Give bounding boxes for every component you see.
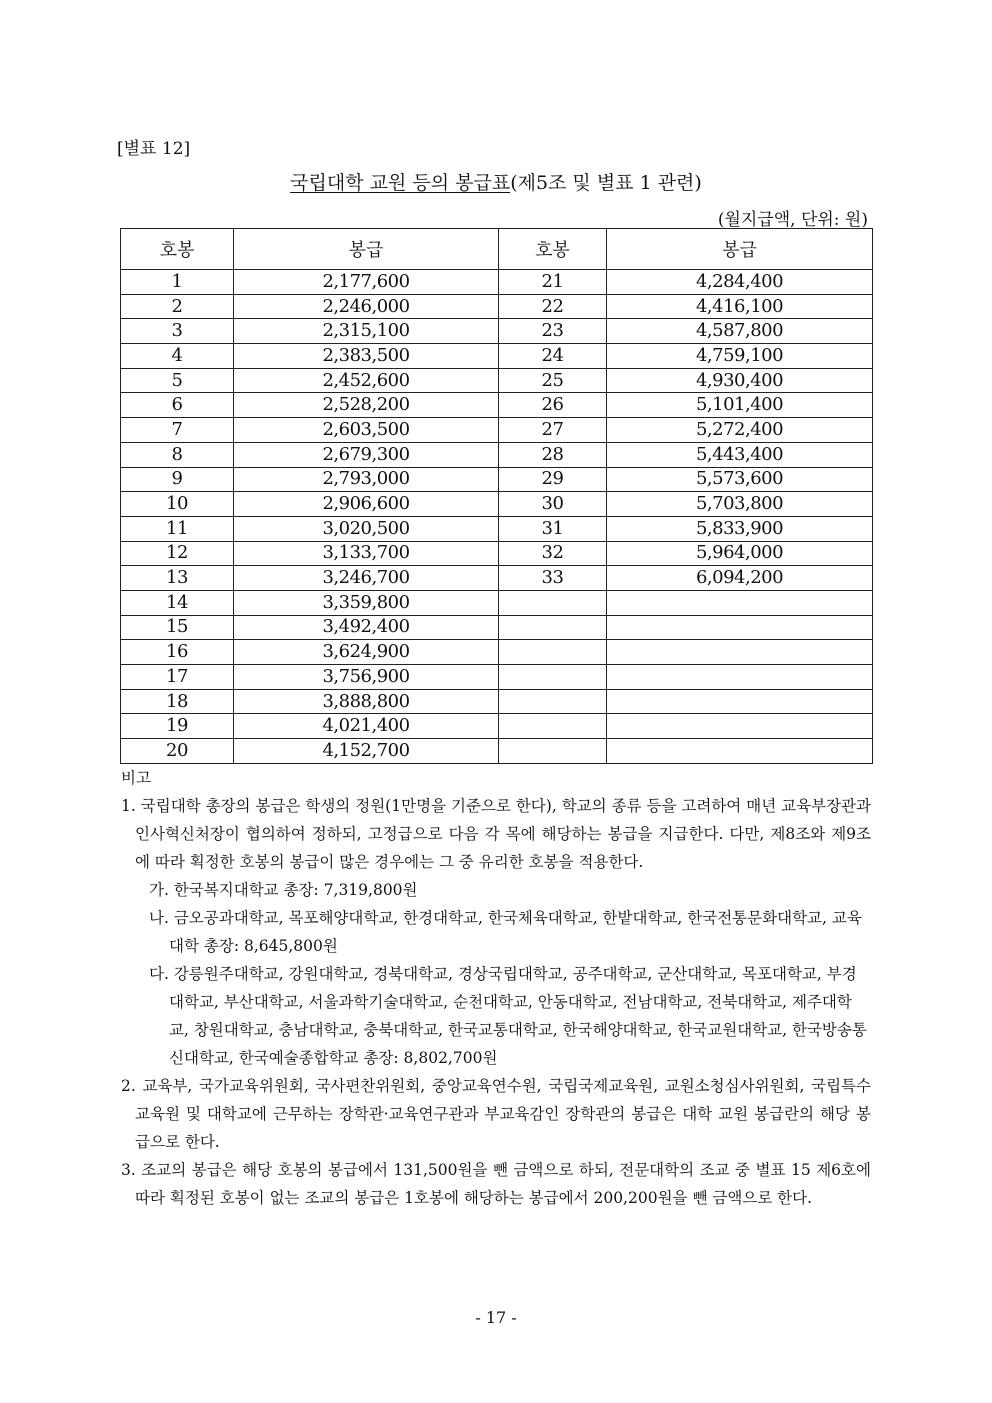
grade-cell: 5 [121,368,234,393]
table-header-row [121,229,873,270]
salary-cell [607,739,873,764]
salary-cell: 4,152,700 [234,739,499,764]
salary-cell: 4,587,800 [607,319,873,344]
note-1-ga: 가. 한국복지대학교 총장: 7,319,800원 [149,881,418,899]
salary-cell: 5,964,000 [607,541,873,566]
grade-cell [499,714,607,739]
grade-cell [499,615,607,640]
grade-cell: 30 [499,492,607,517]
salary-cell: 2,603,500 [234,418,499,443]
grade-cell: 4 [121,344,234,369]
table-row [121,566,873,591]
header-grade-left: 호봉 [121,229,234,270]
grade-cell: 6 [121,393,234,418]
grade-cell: 29 [499,467,607,492]
table-row [121,739,873,764]
grade-cell: 24 [499,344,607,369]
grade-cell: 17 [121,665,234,690]
grade-cell [499,689,607,714]
salary-cell: 3,492,400 [234,615,499,640]
grade-cell: 11 [121,516,234,541]
salary-cell: 3,756,900 [234,665,499,690]
grade-cell: 16 [121,640,234,665]
salary-cell: 5,101,400 [607,393,873,418]
salary-cell: 4,759,100 [607,344,873,369]
grade-cell: 20 [121,739,234,764]
salary-cell: 3,246,700 [234,566,499,591]
salary-cell: 4,930,400 [607,368,873,393]
grade-cell: 14 [121,590,234,615]
grade-cell: 27 [499,418,607,443]
salary-cell: 3,888,800 [234,689,499,714]
grade-cell: 33 [499,566,607,591]
salary-cell: 5,272,400 [607,418,873,443]
salary-cell: 3,359,800 [234,590,499,615]
grade-cell: 25 [499,368,607,393]
grade-cell [499,739,607,764]
grade-cell [499,665,607,690]
note-2: 2. 교육부, 국가교육위원회, 국사편찬위원회, 중앙교육연수원, 국립국제교육원, 교원소청심사위원회, 국립특수교육원 및 대학교에 근무하는 장학관·교육연구관과 부교육감인 장학관의 봉급은 대학 교원 봉급란의 해당 봉급으로 한다. [121,1077,871,1151]
table-row [121,344,873,369]
grade-cell: 23 [499,319,607,344]
salary-cell: 6,094,200 [607,566,873,591]
table-row [121,418,873,443]
grade-cell: 18 [121,689,234,714]
salary-cell: 2,315,100 [234,319,499,344]
salary-table-body [121,270,873,764]
table-row [121,590,873,615]
table-row [121,368,873,393]
grade-cell: 13 [121,566,234,591]
salary-cell: 2,528,200 [234,393,499,418]
table-row [121,689,873,714]
salary-cell: 2,679,300 [234,442,499,467]
grade-cell: 12 [121,541,234,566]
grade-cell: 32 [499,541,607,566]
note-1: 1. 국립대학 총장의 봉급은 학생의 정원(1만명을 기준으로 한다), 학교의 종류 등을 고려하여 매년 교육부장관과 인사혁신처장이 협의하여 정하되, 고정급으로 다음 각 목에 해당하는 봉급을 지급한다. 다만, 제8조와 제9조에 따라 획정한 호봉의 봉급이 많은 경우에는 그 중 유리한 호봉을 적용한다. [121,797,871,871]
table-row [121,294,873,319]
grade-cell [499,640,607,665]
grade-cell: 15 [121,615,234,640]
salary-cell: 2,793,000 [234,467,499,492]
table-row [121,393,873,418]
header-grade-right: 호봉 [499,229,607,270]
grade-cell: 8 [121,442,234,467]
salary-cell: 5,443,400 [607,442,873,467]
table-row [121,516,873,541]
salary-cell: 4,284,400 [607,270,873,295]
page-number: - 17 - [475,1308,517,1327]
header-salary-left: 봉급 [234,229,499,270]
grade-cell: 19 [121,714,234,739]
grade-cell: 28 [499,442,607,467]
grade-cell [499,590,607,615]
salary-table [120,228,873,764]
table-row [121,615,873,640]
unit-note: (월지급액, 단위: 원) [717,210,868,230]
title-main: 국립대학 교원 등의 봉급표 [290,172,511,194]
note-3: 3. 조교의 봉급은 해당 호봉의 봉급에서 131,500원을 뺀 금액으로 하되, 전문대학의 조교 중 별표 15 제6호에 따라 획정된 호봉이 없는 조교의 봉급은 1호봉에 해당하는 봉급에서 200,200원을 뺀 금액으로 한다. [121,1161,871,1207]
table-row [121,541,873,566]
salary-cell [607,665,873,690]
salary-cell: 2,383,500 [234,344,499,369]
salary-cell: 2,177,600 [234,270,499,295]
table-row [121,442,873,467]
grade-cell: 3 [121,319,234,344]
salary-cell [607,714,873,739]
grade-cell: 31 [499,516,607,541]
notes-section [121,764,871,1212]
salary-cell: 3,624,900 [234,640,499,665]
salary-cell [607,640,873,665]
salary-cell: 2,906,600 [234,492,499,517]
table-row [121,640,873,665]
table-row [121,319,873,344]
title-suffix: (제5조 및 별표 1 관련) [510,172,702,194]
salary-cell: 3,133,700 [234,541,499,566]
salary-cell: 5,833,900 [607,516,873,541]
appendix-reference: [별표 12] [117,139,191,159]
grade-cell: 9 [121,467,234,492]
table-row [121,467,873,492]
grade-cell: 1 [121,270,234,295]
salary-cell [607,689,873,714]
table-row [121,665,873,690]
salary-cell: 2,246,000 [234,294,499,319]
table-row [121,714,873,739]
grade-cell: 22 [499,294,607,319]
salary-cell: 4,416,100 [607,294,873,319]
salary-cell [607,615,873,640]
table-row [121,270,873,295]
salary-cell: 5,703,800 [607,492,873,517]
grade-cell: 21 [499,270,607,295]
salary-cell: 4,021,400 [234,714,499,739]
note-1-da: 다. 강릉원주대학교, 강원대학교, 경북대학교, 경상국립대학교, 공주대학교, 군산대학교, 목포대학교, 부경대학교, 부산대학교, 서울과학기술대학교, 순천대학교, 안동대학교, 전남대학교, 전북대학교, 제주대학교, 창원대학교, 충남대학교, 충북대학교, 한국교통대학교, 한국해양대학교, 한국교원대학교, 한국방송통신대학교, 한국예술종합학교 총장: 8,802,700원 [149,965,867,1067]
salary-cell [607,590,873,615]
document-title [0,168,992,195]
header-salary-right: 봉급 [607,229,873,270]
note-1-na: 나. 금오공과대학교, 목포해양대학교, 한경대학교, 한국체육대학교, 한밭대학교, 한국전통문화대학교, 교육대학 총장: 8,645,800원 [149,909,862,955]
salary-cell: 5,573,600 [607,467,873,492]
grade-cell: 26 [499,393,607,418]
grade-cell: 10 [121,492,234,517]
table-row [121,492,873,517]
grade-cell: 7 [121,418,234,443]
notes-heading: 비고 [121,769,151,787]
grade-cell: 2 [121,294,234,319]
salary-cell: 3,020,500 [234,516,499,541]
salary-cell: 2,452,600 [234,368,499,393]
